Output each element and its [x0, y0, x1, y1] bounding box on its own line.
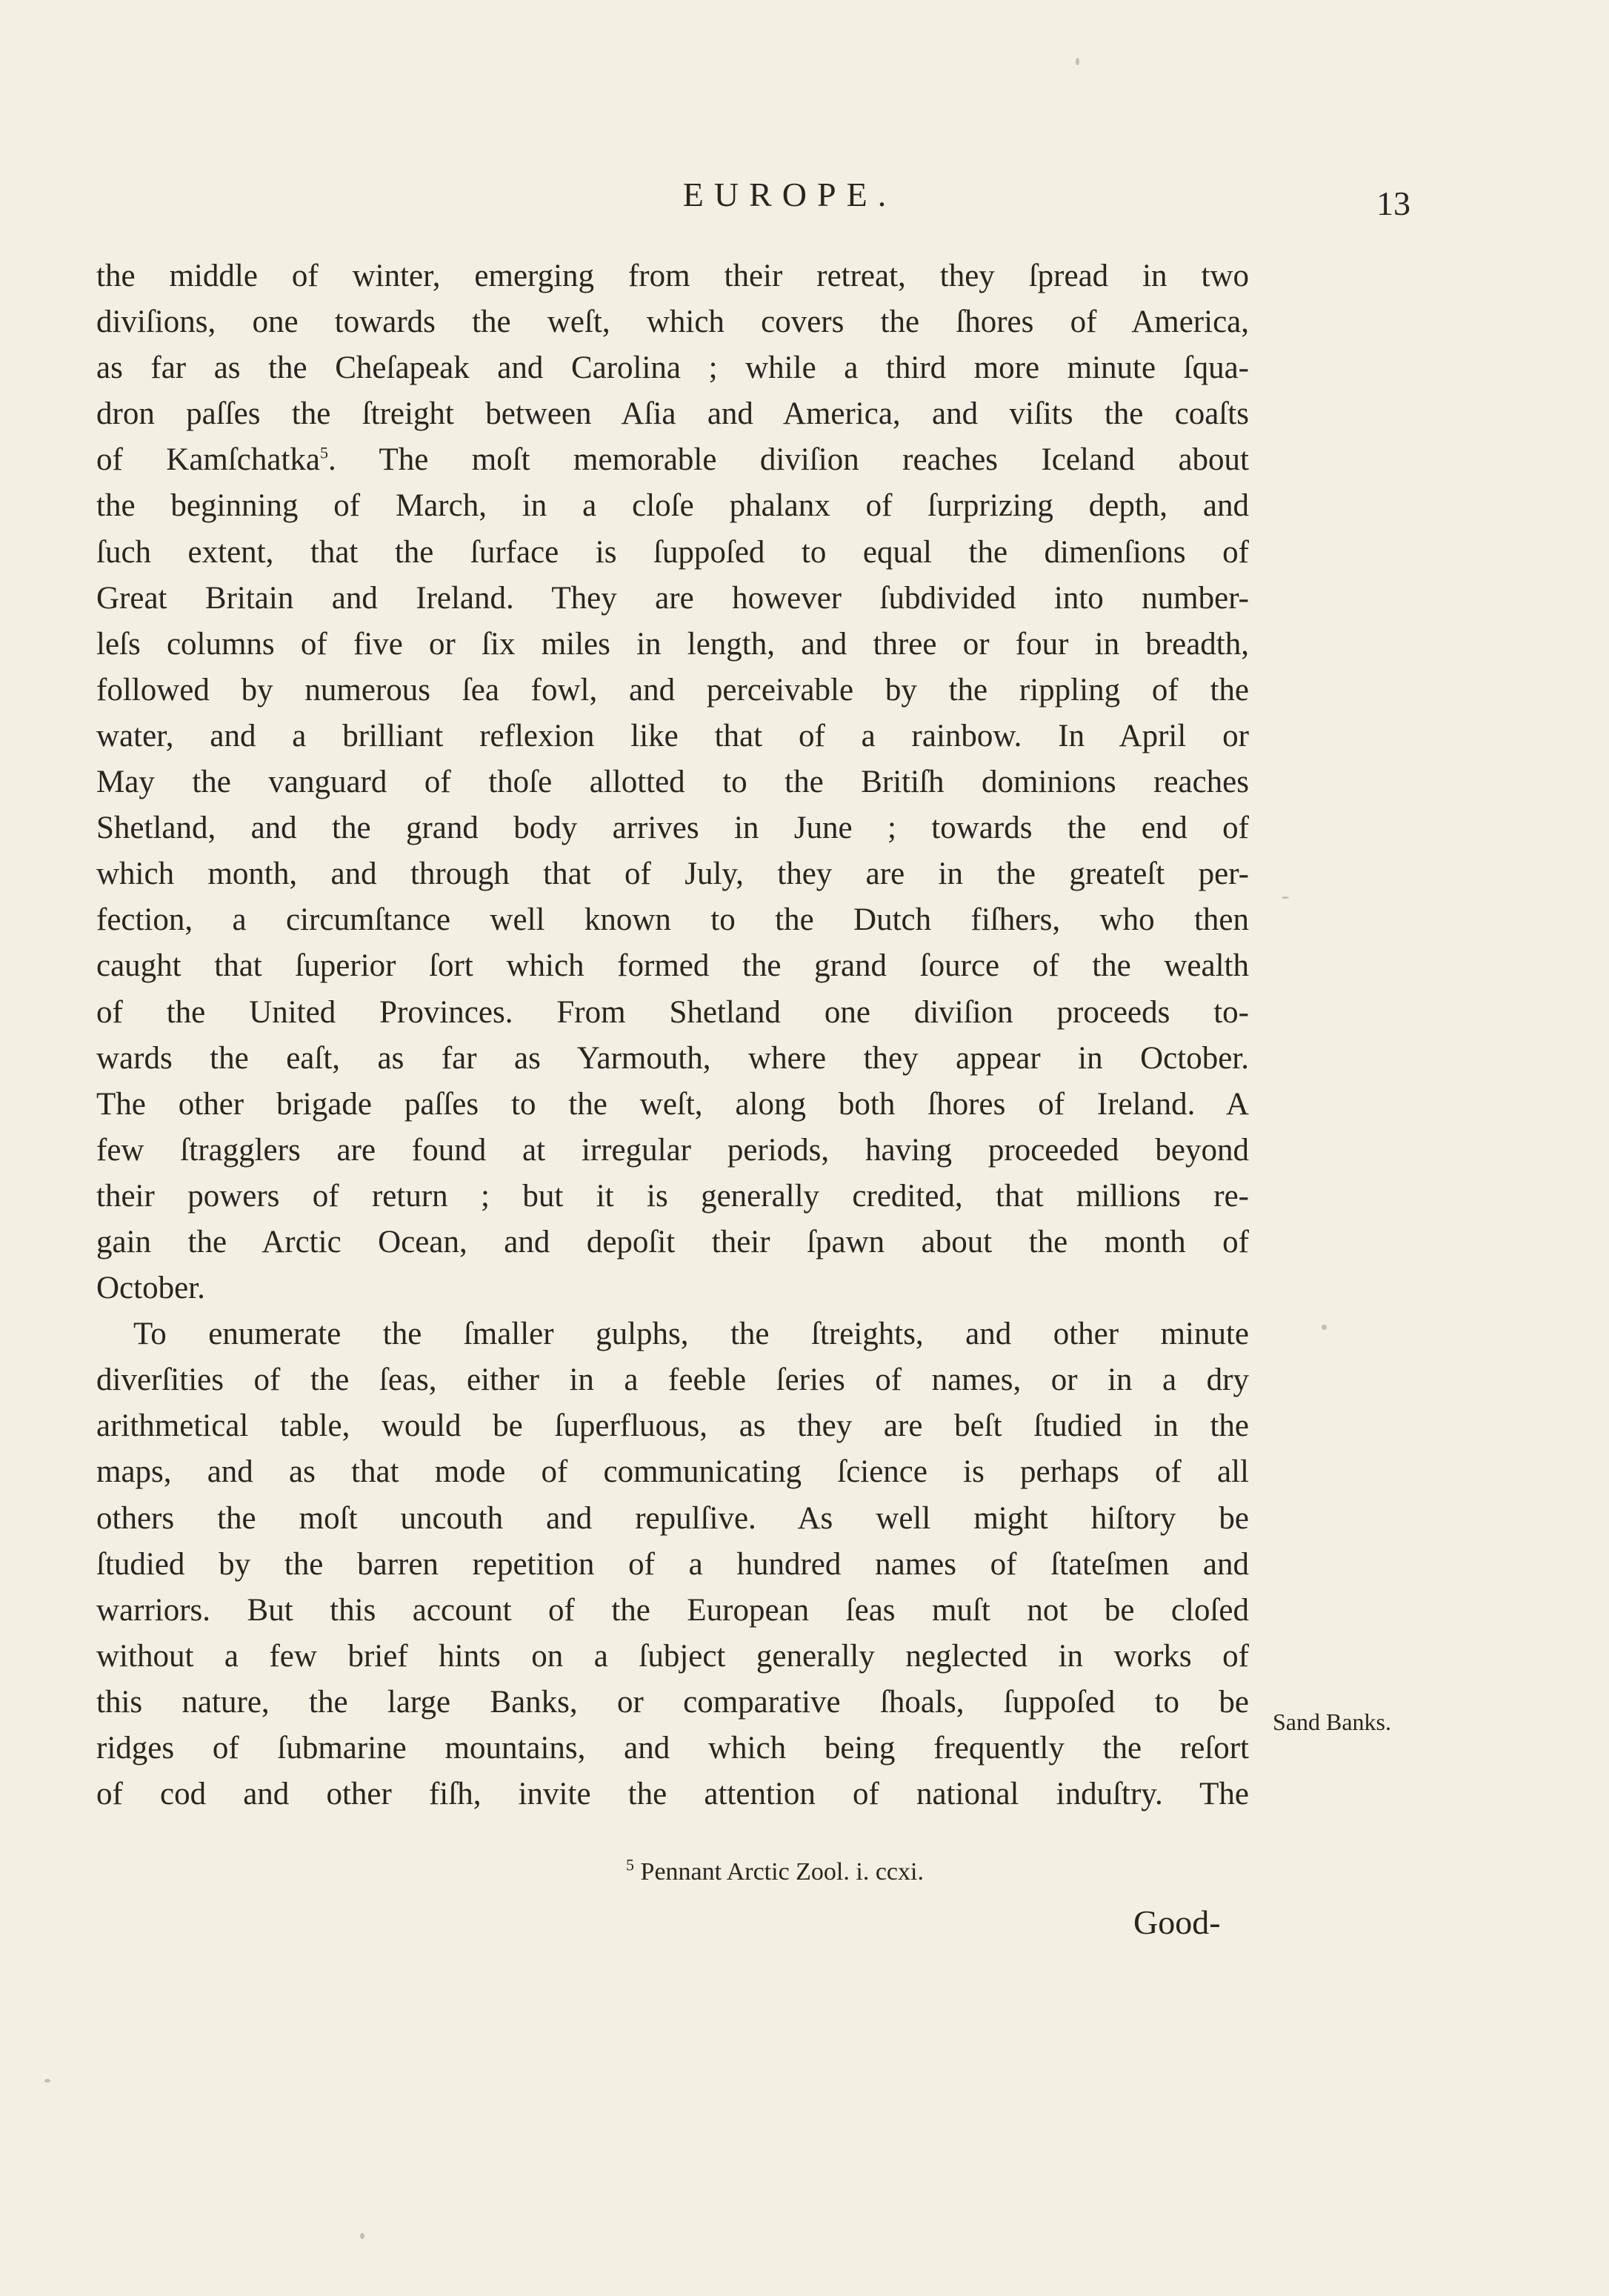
margin-note: Sand Banks.: [1273, 1708, 1391, 1735]
text-line: few ſtragglers are found at irregular periods, having proceeded beyond: [96, 1132, 1249, 1168]
page-number: 13: [1376, 184, 1410, 222]
text-line: ſuch extent, that the ſurface is ſuppoſed to equal the dimenſions of: [96, 534, 1249, 570]
text-line: the middle of winter, emerging from their retreat, they ſpread in two: [96, 259, 1249, 293]
text-line: Shetland, and the grand body arrives in June ; towards the end of: [96, 811, 1249, 846]
text-line: caught that ſuperior ſort which formed the grand ſource of the wealth: [96, 948, 1249, 984]
text-line: water, and a brilliant reflexion like that of a rainbow. In April or: [96, 718, 1249, 753]
text-line: of cod and other fiſh, invite the attention of national induſtry. The: [96, 1777, 1249, 1812]
running-title: EUROPE.: [682, 176, 897, 213]
text-line-start: of Kamſchatka: [96, 442, 321, 478]
text-line: without a few brief hints on a ſubject generally neglected in works of: [96, 1638, 1249, 1674]
paper-speck: [360, 2233, 364, 2239]
text-line: warriors. But this account of the European ſeas muſt not be cloſed: [96, 1592, 1249, 1628]
text-line: October.: [96, 1271, 205, 1306]
text-line: Great Britain and Ireland. They are however ſubdivided into number-: [96, 580, 1249, 616]
text-line: ſtudied by the barren repetition of a hundred names of ſtateſmen and: [96, 1546, 1249, 1582]
text-line: this nature, the large Banks, or comparative ſhoals, ſuppoſed to be: [96, 1684, 1249, 1720]
text-line: diverſities of the ſeas, either in a feeble ſeries of names, or in a dry: [96, 1362, 1249, 1398]
text-line: which month, and through that of July, they are in the greateſt per-: [96, 856, 1249, 892]
text-line: gain the Arctic Ocean, and depoſit their ſpawn about the month of: [96, 1224, 1249, 1260]
text-line: leſs columns of five or ſix miles in length, and three or four in breadth,: [96, 626, 1249, 662]
body-text: [96, 253, 1249, 1817]
text-line-end: . The moſt memorable diviſion reaches Iceland about: [328, 442, 1249, 478]
text-line: followed by numerous ſea fowl, and perceivable by the rippling of the: [96, 672, 1249, 708]
text-line: To enumerate the ſmaller gulphs, the ſtreights, and other minute: [133, 1317, 1249, 1352]
paper-speck: [1322, 1325, 1327, 1330]
text-line: the beginning of March, in a cloſe phalanx of ſurprizing depth, and: [96, 488, 1249, 524]
text-line: ridges of ſubmarine mountains, and which being frequently the reſort: [96, 1731, 1249, 1766]
text-line: others the moſt uncouth and repulſive. As well might hiſtory be: [96, 1500, 1249, 1536]
text-line: fection, a circumſtance well known to the Dutch fiſhers, who then: [96, 902, 1249, 938]
text-line: dron paſſes the ſtreight between Aſia and America, and viſits the coaſts: [96, 396, 1249, 432]
text-line: as far as the Cheſapeak and Carolina ; while a third more minute ſqua-: [96, 350, 1249, 386]
catchword: Good-: [1133, 1903, 1221, 1941]
text-line: wards the eaſt, as far as Yarmouth, where they appear in October.: [96, 1040, 1249, 1076]
text-line: of the United Provinces. From Shetland one diviſion proceeds to-: [96, 994, 1249, 1030]
paper-speck: [1076, 58, 1079, 65]
footnote-marker: 5: [626, 1855, 635, 1874]
text-line: May the vanguard of thoſe allotted to the Britiſh dominions reaches: [96, 765, 1249, 800]
footnote-text: Pennant Arctic Zool. i. ccxi.: [640, 1858, 924, 1886]
text-line: their powers of return ; but it is generally credited, that millions re-: [96, 1178, 1249, 1214]
text-line: diviſions, one towards the weſt, which covers the ſhores of America,: [96, 305, 1249, 340]
text-line: [96, 437, 1249, 483]
paper-speck: [1282, 896, 1289, 899]
text-line: maps, and as that mode of communicating ſcience is perhaps of all: [96, 1454, 1249, 1490]
paper-speck: [44, 2079, 50, 2083]
text-line: arithmetical table, would be ſuperfluous, as they are beſt ſtudied in the: [96, 1408, 1249, 1444]
text-line: The other brigade paſſes to the weſt, along both ſhores of Ireland. A: [96, 1086, 1249, 1122]
footnote-reference: 5: [320, 444, 329, 463]
footnote: [0, 1855, 1579, 1886]
